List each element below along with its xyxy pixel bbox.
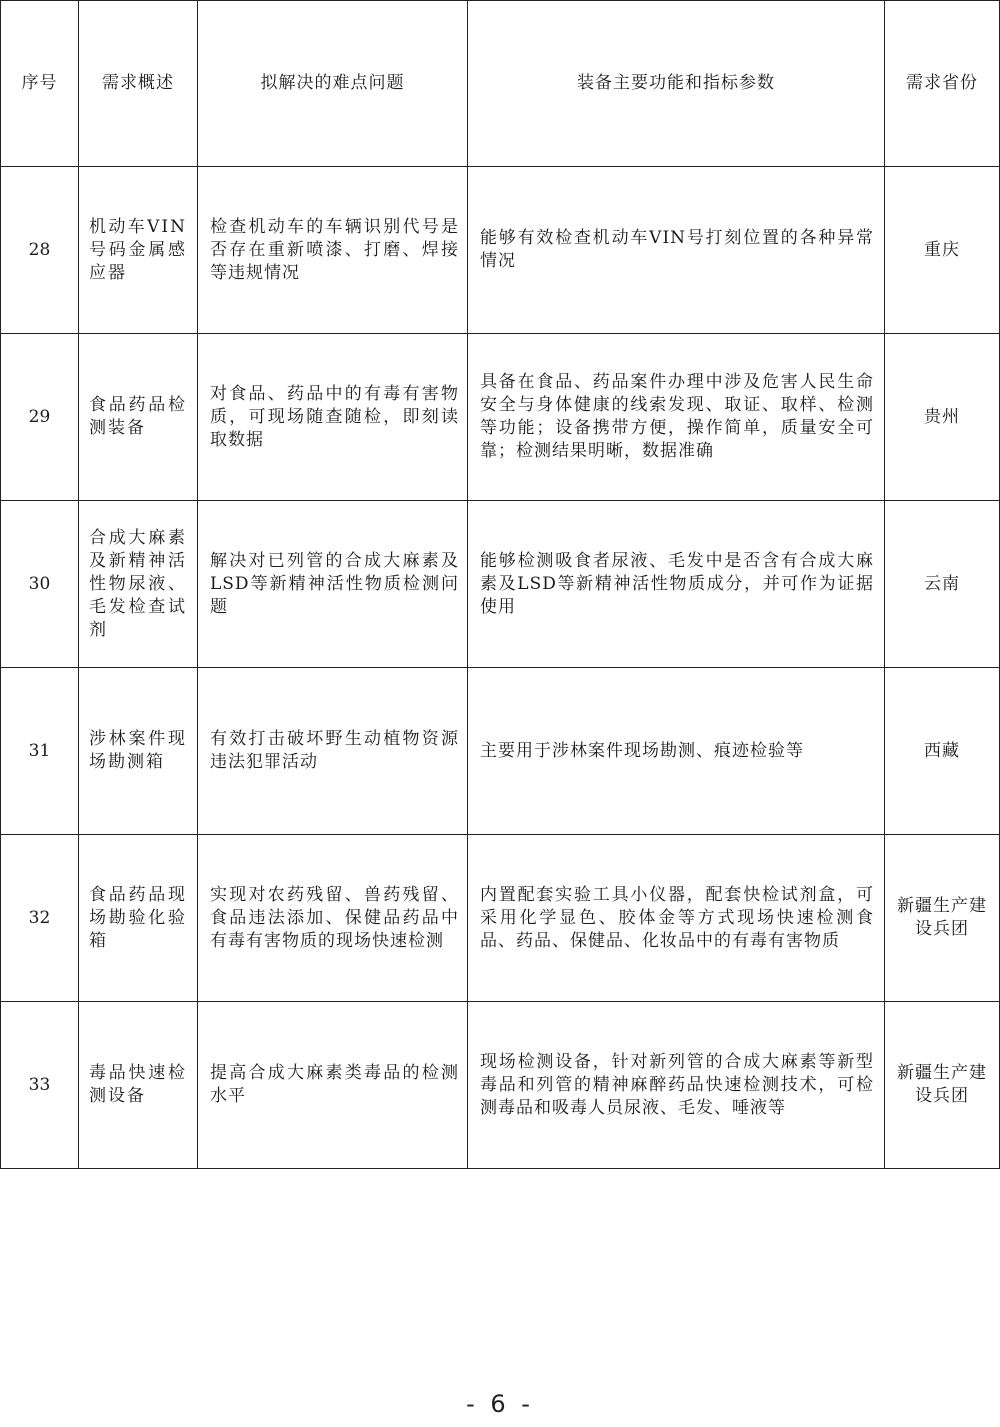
cell-problem: [198, 1002, 468, 1169]
table-row: [1, 334, 1000, 501]
cell-no: 28: [1, 167, 79, 334]
cell-function: [468, 668, 885, 835]
header-name: 需求概述: [79, 1, 198, 167]
table-row: [1, 668, 1000, 835]
cell-province-text: 西藏: [924, 740, 960, 761]
cell-problem: [198, 501, 468, 668]
cell-problem: [198, 167, 468, 334]
cell-name: [79, 501, 198, 668]
cell-province-text: 新疆生产建设兵团: [897, 1063, 987, 1106]
cell-problem-text: 检查机动车的车辆识别代号是否存在重新喷漆、打磨、焊接等违规情况: [210, 216, 459, 283]
cell-problem-text: 实现对农药残留、兽药残留、食品违法添加、保健品药品中有毒有害物质的现场快速检测: [210, 884, 459, 951]
cell-name-text: 机动车VIN号码金属感应器: [89, 216, 187, 283]
cell-no: 30: [1, 501, 79, 668]
cell-name-text: 毒品快速检测设备: [89, 1063, 187, 1106]
page-number: - 6 -: [466, 1390, 534, 1418]
header-no: 序号: [1, 1, 79, 167]
cell-province: [885, 501, 1000, 668]
cell-function-text: 现场检测设备，针对新列管的合成大麻素等新型毒品和列管的精神麻醉药品快速检测技术，可检测毒品和吸毒人员尿液、毛发、唾液等: [480, 1051, 874, 1118]
cell-problem: [198, 668, 468, 835]
cell-province: [885, 334, 1000, 501]
header-province: 需求省份: [885, 1, 1000, 167]
cell-function-text: 能够有效检查机动车VIN号打刻位置的各种异常情况: [480, 228, 874, 271]
cell-function: [468, 167, 885, 334]
cell-province-text: 重庆: [924, 239, 960, 260]
cell-name: [79, 835, 198, 1002]
cell-no: 29: [1, 334, 79, 501]
cell-problem: [198, 835, 468, 1002]
table-header-row: [1, 1, 1000, 167]
cell-name-text: 涉林案件现场勘测箱: [89, 729, 187, 772]
header-function: 装备主要功能和指标参数: [468, 1, 885, 167]
cell-function: [468, 501, 885, 668]
cell-function-text: 具备在食品、药品案件办理中涉及危害人民生命安全与身体健康的线索发现、取证、取样、检测等功能；设备携带方便，操作简单，质量安全可靠；检测结果明晰，数据准确: [480, 372, 874, 461]
table-row: [1, 835, 1000, 1002]
cell-no: 33: [1, 1002, 79, 1169]
cell-province-text: 贵州: [924, 406, 960, 427]
cell-name-text: 食品药品检测装备: [89, 395, 187, 438]
cell-name-text: 合成大麻素及新精神活性物尿液、毛发检查试剂: [89, 527, 187, 640]
cell-province: [885, 1002, 1000, 1169]
cell-problem-text: 提高合成大麻素类毒品的检测水平: [210, 1063, 459, 1106]
cell-province: [885, 835, 1000, 1002]
cell-province-text: 新疆生产建设兵团: [897, 896, 987, 939]
cell-function-text: 主要用于涉林案件现场勘测、痕迹检验等: [480, 740, 804, 761]
cell-province: [885, 167, 1000, 334]
cell-problem-text: 解决对已列管的合成大麻素及LSD等新精神活性物质检测问题: [210, 550, 459, 617]
cell-function-text: 能够检测吸食者尿液、毛发中是否含有合成大麻素及LSD等新精神活性物质成分，并可作为证据使用: [480, 550, 874, 617]
cell-name: [79, 167, 198, 334]
cell-name-text: 食品药品现场勘验化验箱: [89, 884, 187, 951]
cell-province: [885, 668, 1000, 835]
table-row: [1, 167, 1000, 334]
cell-function-text: 内置配套实验工具小仪器，配套快检试剂盒，可采用化学显色、胶体金等方式现场快速检测食品、药品、保健品、化妆品中的有毒有害物质: [480, 884, 874, 951]
table-row: [1, 501, 1000, 668]
cell-function: [468, 1002, 885, 1169]
cell-name: [79, 334, 198, 501]
cell-name: [79, 1002, 198, 1169]
cell-problem-text: 对食品、药品中的有毒有害物质，可现场随查随检，即刻读取数据: [210, 383, 459, 450]
cell-function: [468, 334, 885, 501]
cell-problem-text: 有效打击破坏野生动植物资源违法犯罪活动: [210, 729, 459, 772]
cell-province-text: 云南: [924, 573, 960, 594]
table-row: [1, 1002, 1000, 1169]
cell-no: 32: [1, 835, 79, 1002]
cell-name: [79, 668, 198, 835]
header-problem: 拟解决的难点问题: [198, 1, 468, 167]
cell-problem: [198, 334, 468, 501]
cell-no: 31: [1, 668, 79, 835]
cell-function: [468, 835, 885, 1002]
